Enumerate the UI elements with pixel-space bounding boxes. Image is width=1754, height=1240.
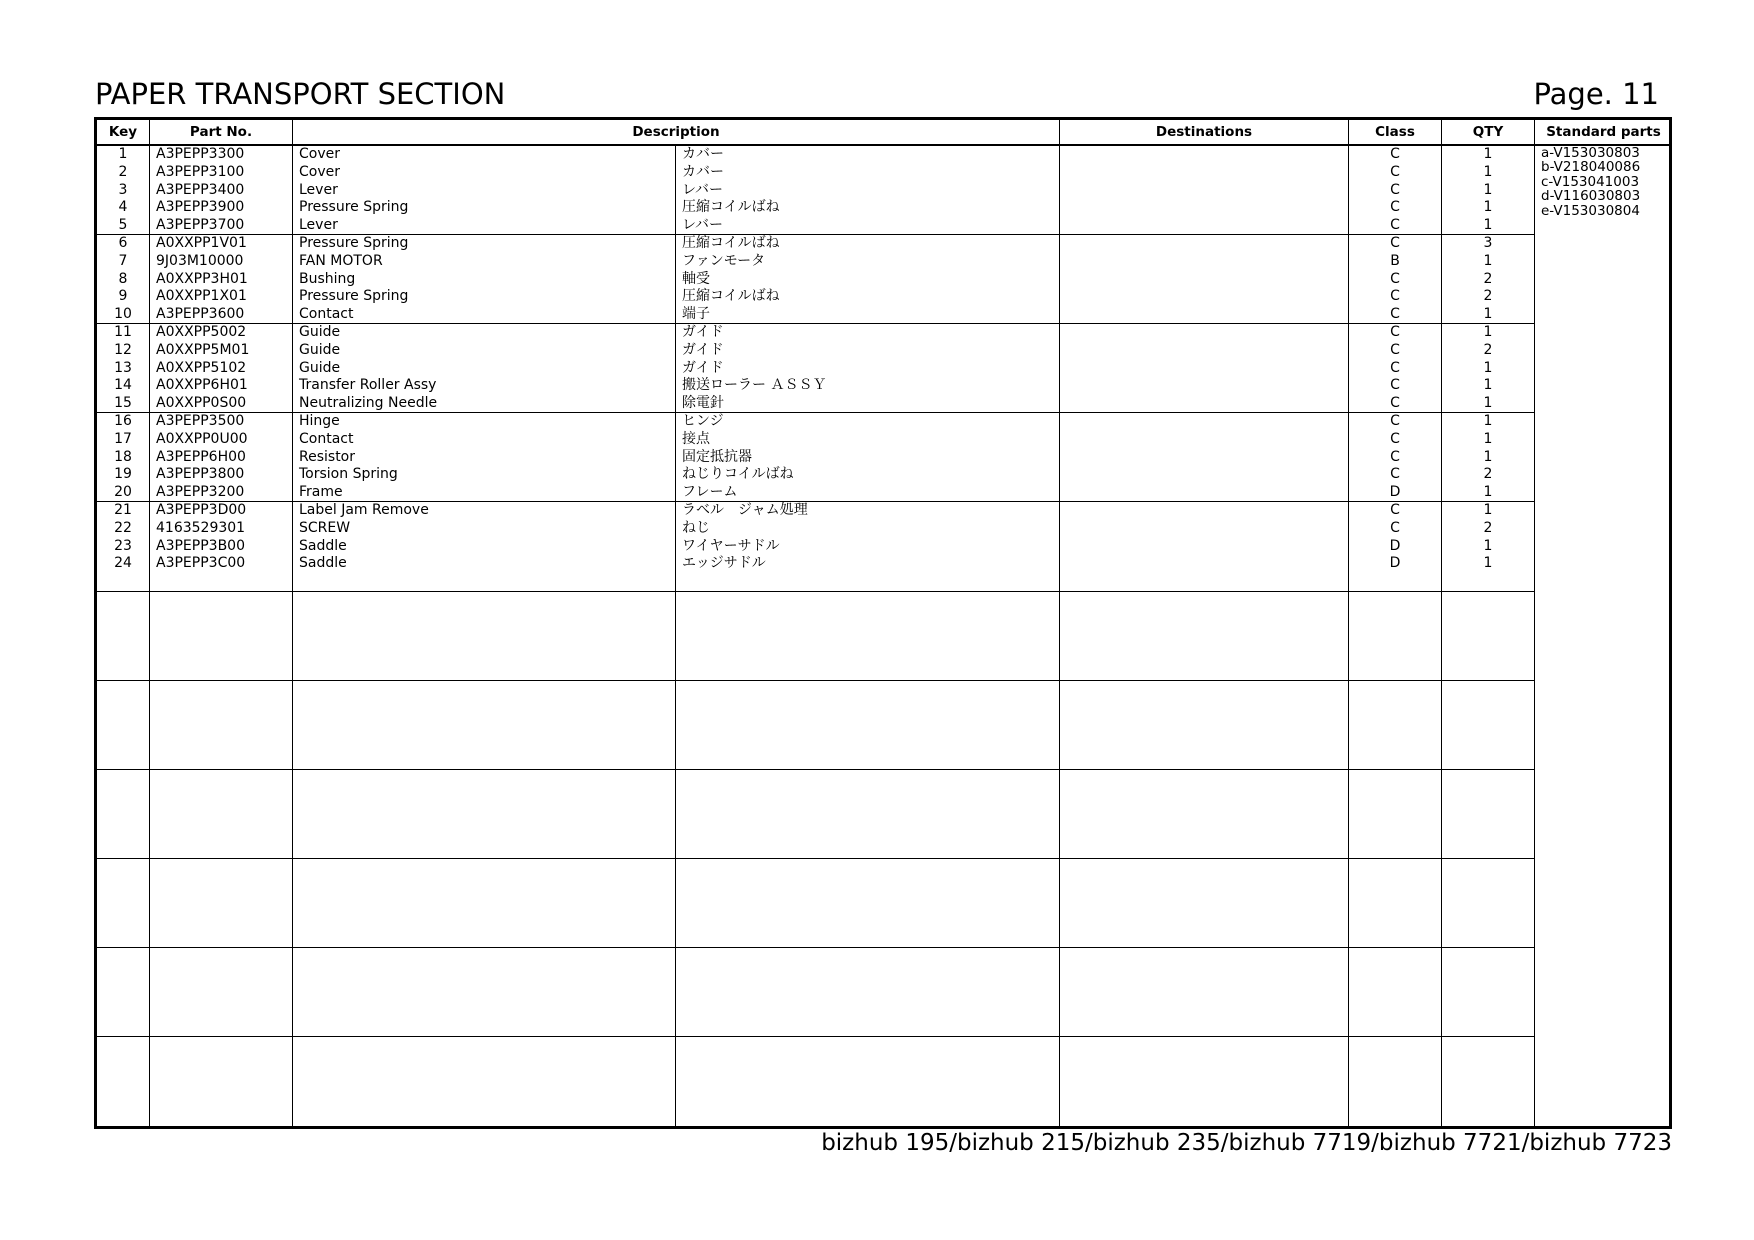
table-row-key: 14 (114, 377, 132, 394)
group-2-description-en-cell (293, 235, 676, 324)
group-7-class-cell (1349, 681, 1442, 770)
table-row-class: C (1390, 270, 1400, 287)
table-row-qty: 2 (1483, 466, 1493, 483)
table-row-key: 4 (118, 199, 128, 216)
table-row-class: C (1390, 181, 1400, 198)
table-row-dest (1060, 413, 1348, 431)
group-7-qty-cell (1442, 681, 1535, 770)
group-2-qty-cell (1442, 235, 1535, 324)
table-row-desc_en: Contact (299, 430, 354, 447)
standard-parts-list (1535, 146, 1672, 1126)
table-row-desc_en: Cover (299, 146, 340, 162)
table-row-key: 6 (118, 235, 128, 251)
table-row-part_no: A0XXPP0S00 (156, 395, 247, 412)
table-row-class: D (1389, 484, 1401, 501)
table-row-dest (1060, 182, 1348, 200)
table-row-key: 5 (118, 217, 128, 234)
table-row-dest (1060, 484, 1348, 502)
group-8-destinations-cell (1060, 770, 1349, 859)
table-row-desc_jp: エッジサドル (682, 555, 766, 572)
table-row-dest (1060, 271, 1348, 289)
group-10-description-en-cell (293, 948, 676, 1037)
table-row-desc_jp: ヒンジ (682, 413, 724, 429)
table-row-dest (1060, 146, 1348, 164)
table-row-desc_jp: レバー (682, 217, 724, 234)
table-row-dest (1060, 306, 1348, 324)
table-row-qty: 1 (1483, 377, 1493, 394)
table-row-key: 16 (114, 413, 132, 429)
table-row-desc_en: Saddle (299, 555, 347, 572)
table-row-desc_en: Torsion Spring (299, 466, 398, 483)
table-row-dest (1060, 199, 1348, 217)
table-row-key: 19 (114, 466, 132, 483)
table-row-dest (1060, 235, 1348, 253)
table-row-class: B (1390, 252, 1400, 269)
group-9-description-jp-cell (676, 859, 1060, 948)
group-10-part-no-cell (150, 948, 293, 1037)
group-6-key-cell (97, 592, 150, 681)
group-5-description-jp-cell (676, 502, 1060, 592)
table-row-desc_en: Contact (299, 306, 354, 323)
group-7-description-en-cell (293, 681, 676, 770)
table-row-part_no: A0XXPP5002 (156, 324, 247, 340)
group-4-qty-cell (1442, 413, 1535, 502)
group-2-description-jp-cell (676, 235, 1060, 324)
group-4-class-cell (1349, 413, 1442, 502)
header-key: Key (97, 120, 150, 146)
header-class: Class (1349, 120, 1442, 146)
table-row-dest (1060, 342, 1348, 360)
table-row-desc_jp: 搬送ローラー ＡＳＳＹ (682, 377, 827, 394)
group-3-key-cell (97, 324, 150, 413)
group-11-description-jp-cell (676, 1037, 1060, 1126)
table-row-desc_jp: カバー (682, 146, 724, 162)
table-row-desc_jp: 軸受 (682, 270, 710, 287)
group-6-destinations-cell (1060, 592, 1349, 681)
table-row-part_no: A3PEPP6H00 (156, 448, 246, 465)
standard-part-item: b-V218040086 (1541, 159, 1641, 176)
section-title: PAPER TRANSPORT SECTION (95, 77, 506, 111)
table-row-key: 2 (118, 163, 128, 180)
table-row-class: C (1390, 235, 1400, 251)
table-row-qty: 1 (1483, 163, 1493, 180)
group-3-destinations-cell (1060, 324, 1349, 413)
group-3-description-en-cell (293, 324, 676, 413)
table-row-class: C (1390, 341, 1400, 358)
group-1-part-no-cell (150, 146, 293, 235)
table-row-class: C (1390, 466, 1400, 483)
table-row-qty: 1 (1483, 484, 1493, 501)
group-11-description-en-cell (293, 1037, 676, 1126)
table-row-dest (1060, 324, 1348, 342)
model-footer: bizhub 195/bizhub 215/bizhub 235/bizhub 7719/bizhub 7721/bizhub 7723 (821, 1130, 1672, 1156)
table-row-desc_jp: 端子 (682, 306, 710, 323)
table-row-class: C (1390, 377, 1400, 394)
table-row-part_no: A0XXPP1V01 (156, 235, 247, 251)
table-row-class: D (1389, 555, 1401, 572)
table-row-key: 13 (114, 359, 132, 376)
table-row-part_no: A3PEPP3C00 (156, 555, 246, 572)
table-row-qty: 1 (1483, 359, 1493, 376)
group-6-qty-cell (1442, 592, 1535, 681)
table-row-qty: 1 (1483, 413, 1493, 429)
table-row-qty: 1 (1483, 502, 1493, 518)
group-2-key-cell (97, 235, 150, 324)
header-part-no: Part No. (150, 120, 293, 146)
table-row-desc_en: Pressure Spring (299, 288, 409, 305)
group-9-description-en-cell (293, 859, 676, 948)
table-row-desc_en: Guide (299, 341, 341, 358)
table-row-qty: 1 (1483, 430, 1493, 447)
table-row-dest (1060, 538, 1348, 556)
group-3-part-no-cell (150, 324, 293, 413)
group-4-destinations-cell (1060, 413, 1349, 502)
group-3-qty-cell (1442, 324, 1535, 413)
group-1-qty-cell (1442, 146, 1535, 235)
table-row-class: C (1390, 324, 1400, 340)
table-row-qty: 1 (1483, 324, 1493, 340)
group-10-destinations-cell (1060, 948, 1349, 1037)
table-row-qty: 3 (1483, 235, 1493, 251)
table-row-qty: 1 (1483, 146, 1493, 162)
table-row-part_no: A3PEPP3800 (156, 466, 245, 483)
table-row-part_no: A0XXPP1X01 (156, 288, 247, 305)
table-row-desc_en: Neutralizing Needle (299, 395, 438, 412)
group-7-description-jp-cell (676, 681, 1060, 770)
table-row-key: 22 (114, 519, 132, 536)
table-row-part_no: 9J03M10000 (156, 252, 244, 269)
table-row-desc_jp: ワイヤーサドル (682, 537, 780, 554)
table-row-desc_en: SCREW (299, 519, 351, 536)
group-1-description-jp-cell (676, 146, 1060, 235)
table-row-qty: 1 (1483, 181, 1493, 198)
table-row-desc_jp: カバー (682, 163, 724, 180)
table-row-part_no: A3PEPP3900 (156, 199, 245, 216)
table-row-part_no: A3PEPP3500 (156, 413, 245, 429)
table-row-class: C (1390, 413, 1400, 429)
table-row-part_no: A0XXPP0U00 (156, 430, 248, 447)
table-row-desc_jp: ガイド (682, 359, 724, 376)
table-row-qty: 1 (1483, 537, 1493, 554)
header-qty: QTY (1442, 120, 1535, 146)
table-row-qty: 1 (1483, 555, 1493, 572)
table-row-key: 12 (114, 341, 132, 358)
group-8-key-cell (97, 770, 150, 859)
table-row-class: C (1390, 519, 1400, 536)
table-row-qty: 1 (1483, 252, 1493, 269)
group-2-class-cell (1349, 235, 1442, 324)
group-9-class-cell (1349, 859, 1442, 948)
table-row-desc_en: Resistor (299, 448, 355, 465)
table-row-qty: 1 (1483, 199, 1493, 216)
table-row-part_no: A3PEPP3300 (156, 146, 245, 162)
table-row-key: 11 (114, 324, 132, 340)
table-row-desc_en: Label Jam Remove (299, 502, 429, 518)
parts-grid (97, 120, 1672, 1126)
group-8-part-no-cell (150, 770, 293, 859)
group-10-key-cell (97, 948, 150, 1037)
table-row-desc_en: Lever (299, 217, 338, 234)
group-9-qty-cell (1442, 859, 1535, 948)
table-row-dest (1060, 217, 1348, 235)
group-7-part-no-cell (150, 681, 293, 770)
table-row-class: C (1390, 288, 1400, 305)
table-row-part_no: A0XXPP5102 (156, 359, 247, 376)
table-row-desc_jp: ガイド (682, 324, 724, 340)
table-row-part_no: A0XXPP3H01 (156, 270, 248, 287)
group-10-qty-cell (1442, 948, 1535, 1037)
group-4-part-no-cell (150, 413, 293, 502)
table-row-dest (1060, 288, 1348, 306)
table-row-dest (1060, 360, 1348, 378)
table-row-key: 20 (114, 484, 132, 501)
table-row-desc_jp: ファンモータ (682, 252, 766, 269)
table-row-desc_en: Transfer Roller Assy (299, 377, 437, 394)
table-row-qty: 2 (1483, 270, 1493, 287)
table-row-qty: 1 (1483, 395, 1493, 412)
table-row-class: C (1390, 502, 1400, 518)
table-row-part_no: A0XXPP5M01 (156, 341, 250, 358)
group-2-destinations-cell (1060, 235, 1349, 324)
table-row-dest (1060, 253, 1348, 271)
header-standard-parts: Standard parts (1535, 120, 1672, 146)
group-5-description-en-cell (293, 502, 676, 592)
table-row-class: C (1390, 430, 1400, 447)
table-row-desc_en: Frame (299, 484, 343, 501)
table-row-class: C (1390, 163, 1400, 180)
group-9-key-cell (97, 859, 150, 948)
table-row-key: 24 (114, 555, 132, 572)
table-row-desc_jp: 除電針 (682, 395, 724, 412)
group-11-part-no-cell (150, 1037, 293, 1126)
group-5-class-cell (1349, 502, 1442, 592)
table-row-class: D (1389, 537, 1401, 554)
group-8-qty-cell (1442, 770, 1535, 859)
table-row-qty: 1 (1483, 448, 1493, 465)
table-row-key: 23 (114, 537, 132, 554)
table-row-key: 10 (114, 306, 132, 323)
table-row-part_no: 4163529301 (156, 519, 246, 536)
table-row-desc_jp: 圧縮コイルばね (682, 288, 780, 305)
group-6-description-en-cell (293, 592, 676, 681)
table-row-key: 3 (118, 181, 128, 198)
table-row-part_no: A3PEPP3D00 (156, 502, 247, 518)
table-row-dest (1060, 502, 1348, 520)
group-11-class-cell (1349, 1037, 1442, 1126)
table-row-desc_jp: ラベル ジャム処理 (682, 502, 808, 518)
table-row-desc_en: Saddle (299, 537, 347, 554)
group-9-part-no-cell (150, 859, 293, 948)
header-description: Description (293, 120, 1060, 146)
table-row-dest (1060, 449, 1348, 467)
table-row-dest (1060, 164, 1348, 182)
group-9-destinations-cell (1060, 859, 1349, 948)
group-4-description-jp-cell (676, 413, 1060, 502)
table-row-dest (1060, 555, 1348, 573)
header-destinations: Destinations (1060, 120, 1349, 146)
table-row-class: C (1390, 448, 1400, 465)
table-row-desc_jp: レバー (682, 181, 724, 198)
table-row-desc_en: FAN MOTOR (299, 252, 383, 269)
table-row-qty: 2 (1483, 341, 1493, 358)
table-row-desc_en: Pressure Spring (299, 235, 409, 251)
table-row-class: C (1390, 199, 1400, 216)
group-1-description-en-cell (293, 146, 676, 235)
group-4-key-cell (97, 413, 150, 502)
table-row-dest (1060, 377, 1348, 395)
table-row-class: C (1390, 217, 1400, 234)
table-row-part_no: A0XXPP6H01 (156, 377, 248, 394)
standard-part-item: d-V116030803 (1541, 188, 1641, 205)
table-row-desc_jp: フレーム (682, 484, 738, 501)
table-row-desc_en: Pressure Spring (299, 199, 409, 216)
table-row-class: C (1390, 395, 1400, 412)
group-2-part-no-cell (150, 235, 293, 324)
table-row-desc_en: Hinge (299, 413, 340, 429)
table-row-qty: 1 (1483, 217, 1493, 234)
table-row-desc_en: Cover (299, 163, 340, 180)
table-row-part_no: A3PEPP3400 (156, 181, 245, 198)
table-row-desc_en: Bushing (299, 270, 356, 287)
table-row-key: 9 (118, 288, 128, 305)
table-row-desc_en: Guide (299, 359, 341, 376)
table-row-desc_jp: 接点 (682, 430, 710, 447)
group-8-description-en-cell (293, 770, 676, 859)
group-5-part-no-cell (150, 502, 293, 592)
table-row-qty: 2 (1483, 288, 1493, 305)
group-5-key-cell (97, 502, 150, 592)
table-row-class: C (1390, 359, 1400, 376)
table-row-desc_en: Guide (299, 324, 341, 340)
table-row-desc_jp: 固定抵抗器 (682, 448, 752, 465)
table-row-qty: 1 (1483, 306, 1493, 323)
table-row-dest (1060, 431, 1348, 449)
group-1-destinations-cell (1060, 146, 1349, 235)
group-7-destinations-cell (1060, 681, 1349, 770)
group-3-description-jp-cell (676, 324, 1060, 413)
table-row-desc_en: Lever (299, 181, 338, 198)
group-6-class-cell (1349, 592, 1442, 681)
table-row-dest (1060, 520, 1348, 538)
group-4-description-en-cell (293, 413, 676, 502)
table-row-dest (1060, 466, 1348, 484)
standard-part-item: e-V153030804 (1541, 202, 1640, 219)
group-3-class-cell (1349, 324, 1442, 413)
table-row-part_no: A3PEPP3700 (156, 217, 245, 234)
table-row-key: 8 (118, 270, 128, 287)
table-row-part_no: A3PEPP3600 (156, 306, 245, 323)
group-1-key-cell (97, 146, 150, 235)
standard-part-item: c-V153041003 (1541, 173, 1640, 190)
parts-table (94, 117, 1672, 1129)
table-row-part_no: A3PEPP3200 (156, 484, 245, 501)
group-6-part-no-cell (150, 592, 293, 681)
table-row-dest (1060, 395, 1348, 413)
table-row-key: 17 (114, 430, 132, 447)
table-row-key: 1 (118, 146, 128, 162)
group-5-qty-cell (1442, 502, 1535, 592)
table-row-key: 21 (114, 502, 132, 518)
table-row-class: C (1390, 306, 1400, 323)
table-row-desc_jp: ねじ (682, 519, 710, 536)
table-row-desc_jp: 圧縮コイルばね (682, 235, 780, 251)
table-row-key: 18 (114, 448, 132, 465)
group-7-key-cell (97, 681, 150, 770)
page-number: Page. 11 (1533, 77, 1659, 111)
table-row-desc_jp: 圧縮コイルばね (682, 199, 780, 216)
group-11-qty-cell (1442, 1037, 1535, 1126)
table-row-class: C (1390, 146, 1400, 162)
group-1-class-cell (1349, 146, 1442, 235)
standard-part-item: a-V153030803 (1541, 146, 1640, 161)
group-10-description-jp-cell (676, 948, 1060, 1037)
table-row-desc_jp: ガイド (682, 341, 724, 358)
group-11-destinations-cell (1060, 1037, 1349, 1126)
group-10-class-cell (1349, 948, 1442, 1037)
group-6-description-jp-cell (676, 592, 1060, 681)
table-row-key: 7 (118, 252, 128, 269)
group-11-key-cell (97, 1037, 150, 1126)
table-row-key: 15 (114, 395, 132, 412)
table-row-qty: 2 (1483, 519, 1493, 536)
table-row-part_no: A3PEPP3B00 (156, 537, 245, 554)
group-5-destinations-cell (1060, 502, 1349, 592)
group-8-class-cell (1349, 770, 1442, 859)
group-8-description-jp-cell (676, 770, 1060, 859)
table-row-desc_jp: ねじりコイルばね (682, 466, 794, 483)
table-row-part_no: A3PEPP3100 (156, 163, 245, 180)
